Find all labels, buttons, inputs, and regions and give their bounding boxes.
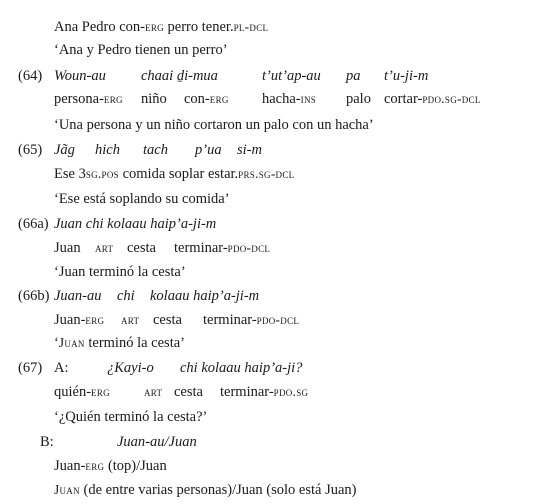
ex66b-gloss-4: terminar-pdo-dcl (203, 312, 300, 328)
ex64-translation: ‘Una persona y un niño cortaron un palo con un hacha’ (54, 117, 374, 133)
ex64-word-1: Woun-au (54, 68, 106, 84)
ex65-number: (65) (18, 142, 43, 158)
ex66b-word-2: chi (117, 288, 135, 304)
ex67-word-1: ¿Kayi-o (107, 360, 154, 376)
gloss-text: Ana Pedro con- (54, 19, 146, 35)
ex67-gloss-3: cesta (174, 384, 203, 400)
ex64-gloss-1: persona-erg (54, 91, 123, 107)
ex66a-gloss-3: cesta (127, 240, 156, 256)
ex66a-gloss-2: art (95, 240, 114, 255)
ex66b-number: (66b) (18, 288, 50, 304)
ex66b-word-1: Juan-au (54, 288, 102, 304)
ex67-number: (67) (18, 360, 43, 376)
ex65-gloss: Ese 3sg.pos comida soplar estar.prs.sg-dcl (54, 166, 295, 182)
ex65-word-1: Jãg (54, 142, 75, 158)
ex67-translation: ‘¿Quién terminó la cesta?’ (54, 409, 208, 425)
ex65-word-3: tach (143, 142, 168, 158)
ex67-gloss-4: terminar-pdo.sg (220, 384, 309, 400)
ex64-gloss-5: palo (346, 91, 371, 107)
ex67-answer: Juan-au/Juan (117, 434, 197, 450)
ex66b-word-3: kolaau haip’a-ji-m (150, 288, 260, 304)
ex63-translation: ‘Ana y Pedro tienen un perro’ (54, 42, 228, 58)
ex64-gloss-2: niño (141, 91, 167, 107)
ex66b-translation: ‘Juan terminó la cesta’ (54, 335, 185, 351)
ex67-answer-translation: Juan (de entre varias personas)/Juan (solo está Juan) (54, 482, 357, 498)
ex64-word-3: t’ut’ap-au (262, 68, 321, 84)
ex66a-number: (66a) (18, 216, 49, 232)
ex67-gloss-2: art (144, 384, 163, 399)
ex67-speaker-b: B: (40, 434, 54, 450)
ex64-word-2: chaai ḏi-mua (141, 68, 218, 84)
ex67-gloss-1: quién-erg (54, 384, 110, 400)
gloss-abbrev: pl-dcl (233, 19, 269, 34)
ex65-word-4: p’ua (195, 142, 222, 158)
ex66b-gloss-3: cesta (153, 312, 182, 328)
ex63-gloss (54, 18, 268, 36)
ex66a-line: Juan chi kolaau haip’a-ji-m (54, 216, 217, 232)
ex64-gloss-4: hacha-ins (262, 91, 317, 107)
gloss-text: perro tener. (163, 19, 234, 35)
ex66a-gloss-4: terminar-pdo-dcl (174, 240, 271, 256)
ex64-word-5: t’u-ji-m (384, 68, 429, 84)
ex64-word-4: pa (346, 68, 361, 84)
ex64-gloss-3: con-erg (184, 91, 229, 107)
ex65-word-2: hich (95, 142, 120, 158)
ex67-speaker-a: A: (54, 360, 69, 376)
ex65-word-5: si-m (237, 142, 262, 158)
ex64-gloss-6: cortar-pdo.sg-dcl (384, 91, 481, 107)
ex66b-gloss-1: Juan-erg (54, 312, 105, 328)
ex67-word-2: chi kolaau haip’a-ji? (180, 360, 303, 376)
ex66b-gloss-2: art (121, 312, 140, 327)
ex65-translation: ‘Ese está soplando su comida’ (54, 191, 230, 207)
ex64-number: (64) (18, 68, 43, 84)
ex66a-translation: ‘Juan terminó la cesta’ (54, 264, 186, 280)
ex66a-gloss-1: Juan (54, 240, 81, 256)
gloss-abbrev: erg (145, 19, 164, 34)
ex67-answer-gloss: Juan-erg (top)/Juan (54, 458, 167, 474)
